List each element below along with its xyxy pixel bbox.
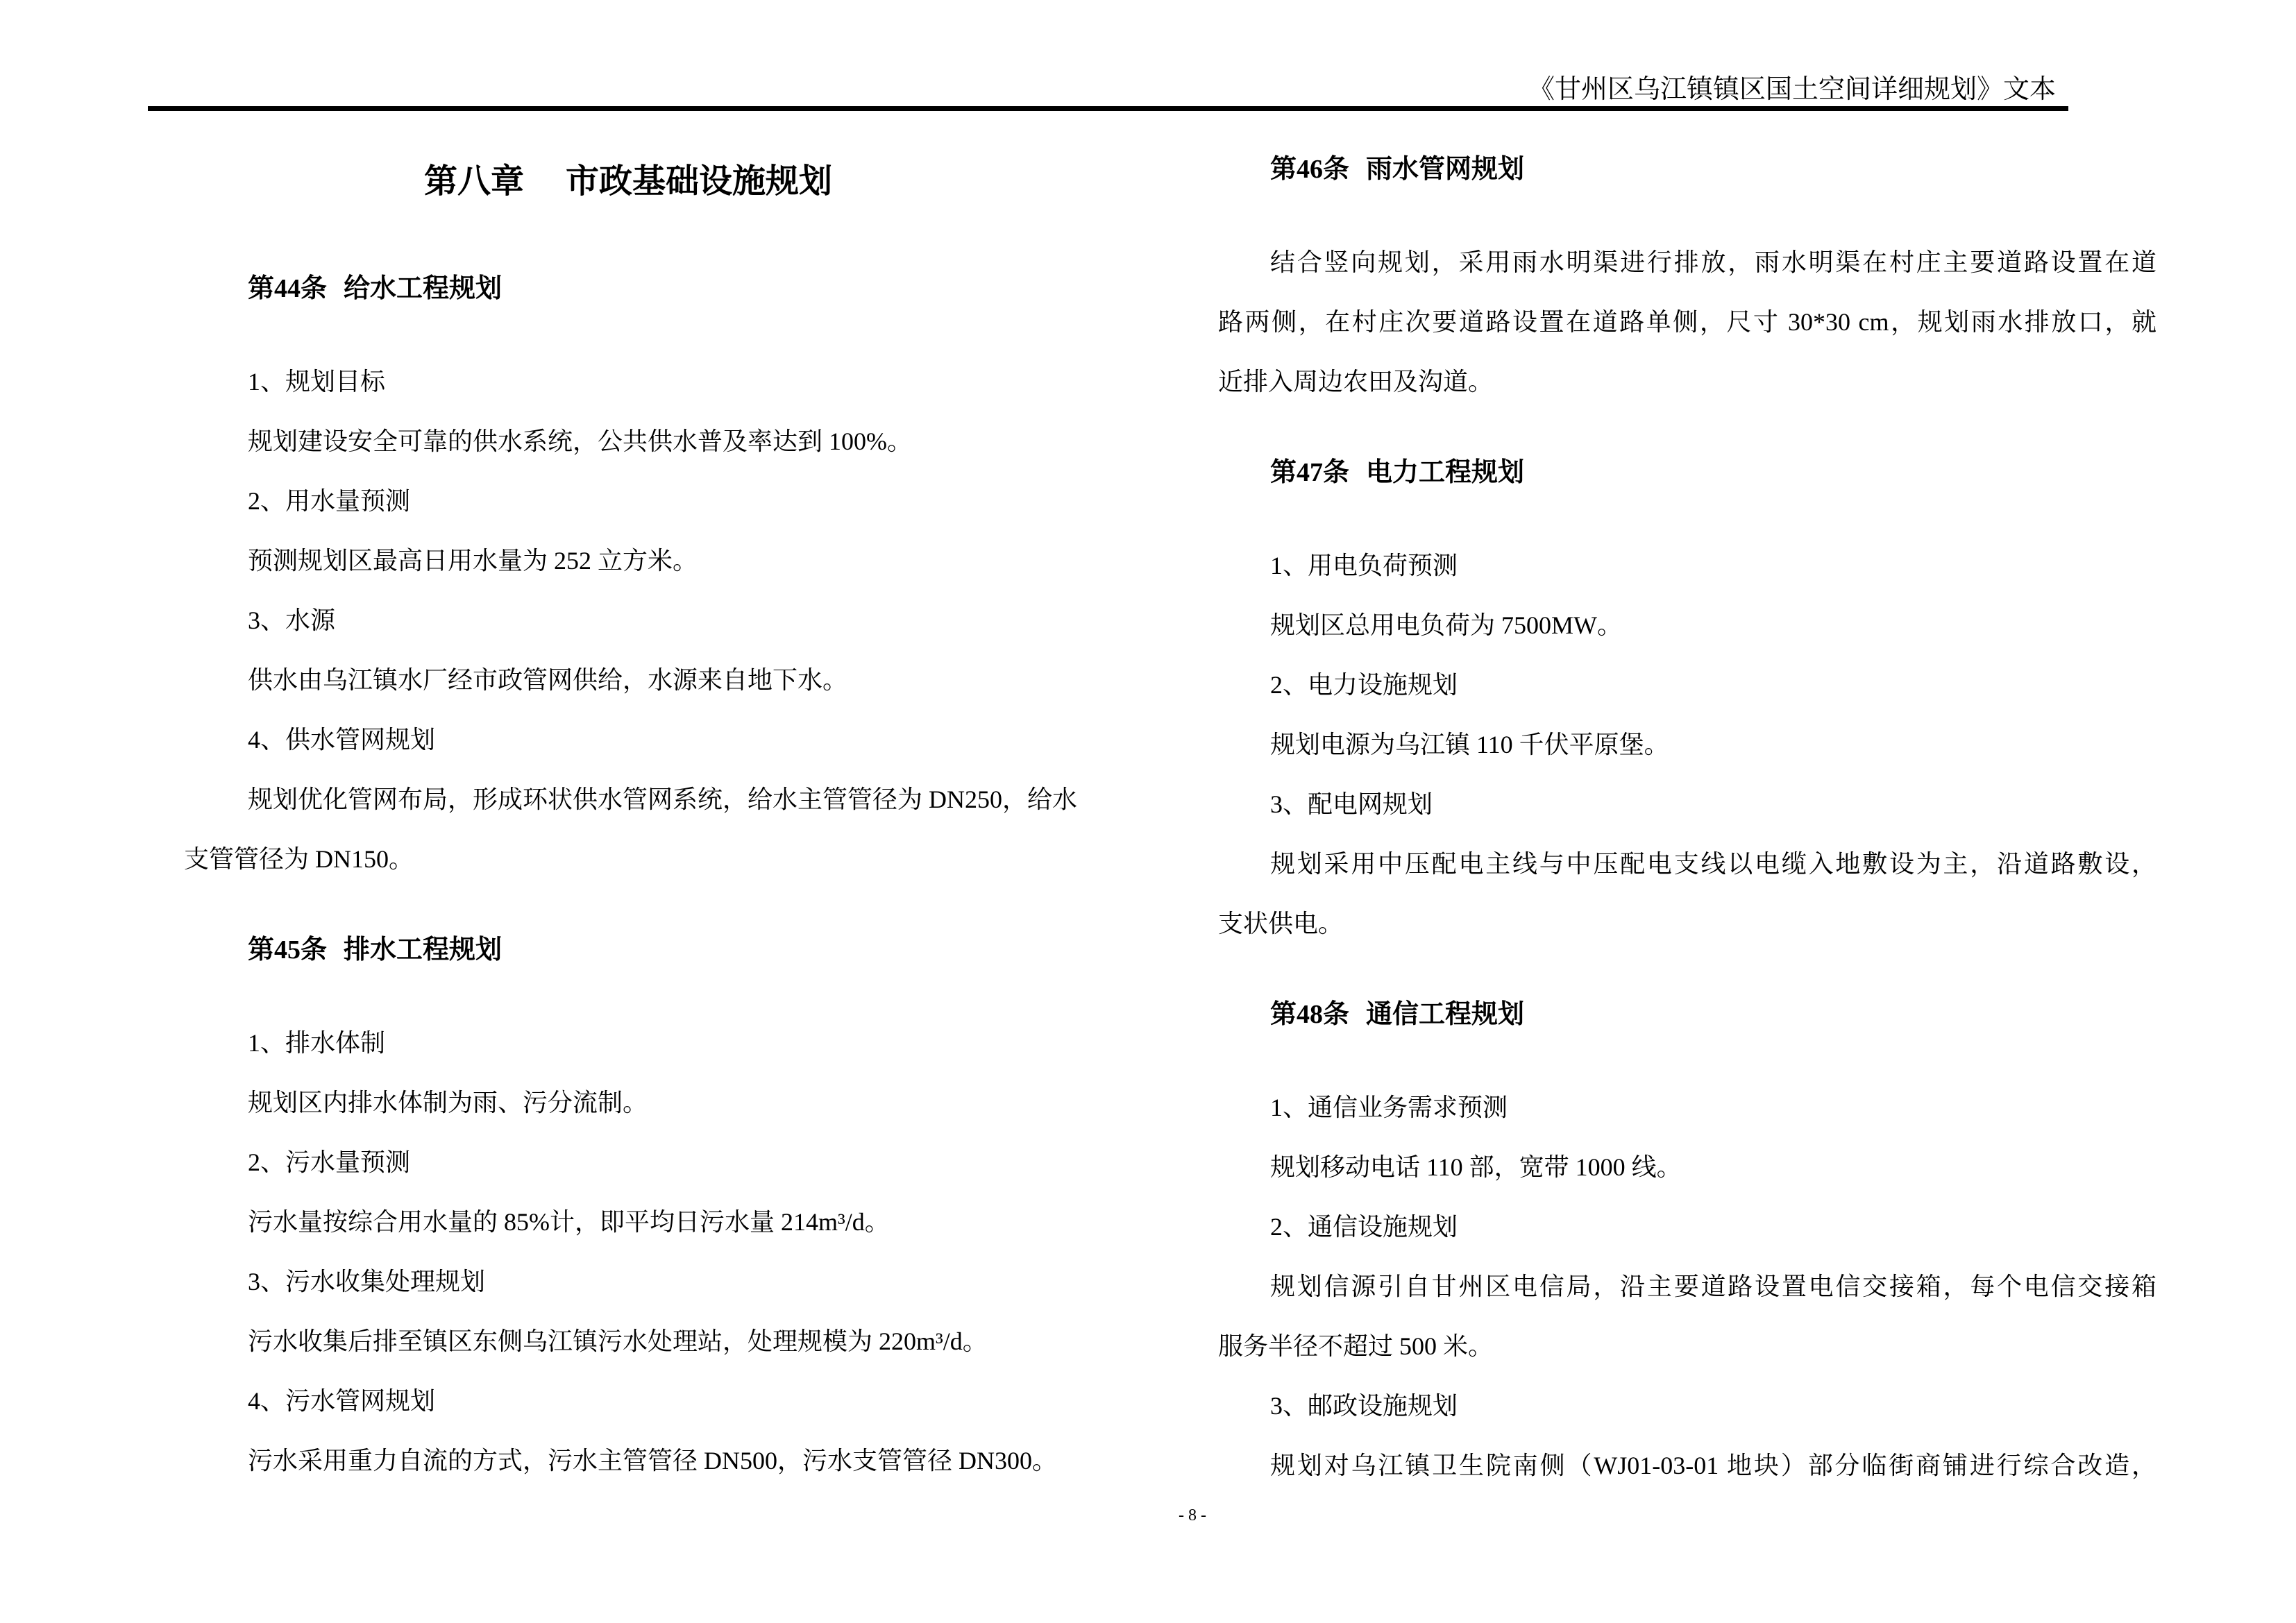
text-line: 服务半径不超过 500 米。	[1218, 1332, 1494, 1360]
text-line: 2、用水量预测	[248, 487, 411, 515]
article-title: 通信工程规划	[1366, 1000, 1525, 1029]
article-number: 第47条	[1270, 458, 1350, 487]
article-title: 雨水管网规划	[1366, 155, 1525, 184]
chapter-title	[184, 158, 1072, 206]
text-line: 3、邮政设施规划	[1270, 1392, 1458, 1420]
chapter-name: 市政基础设施规划	[566, 163, 833, 200]
text-line: 结合竖向规划，采用雨水明渠进行排放，雨水明渠在村庄主要道路设置在道	[1270, 248, 2156, 276]
article-title: 电力工程规划	[1366, 458, 1525, 487]
article-heading	[184, 259, 1072, 318]
text-line: 2、污水量预测	[248, 1148, 411, 1176]
text-line: 近排入周边农田及沟道。	[1218, 368, 1494, 396]
article-number: 第45条	[248, 935, 328, 965]
text-line: 规划对乌江镇卫生院南侧（WJ01-03-01 地块）部分临街商铺进行综合改造，	[1270, 1452, 2156, 1479]
right-text-column	[1218, 0, 2156, 1495]
text-line: 支状供电。	[1218, 910, 1344, 937]
text-line: 预测规划区最高日用水量为 252 立方米。	[248, 547, 698, 575]
text-line: 2、通信设施规划	[1270, 1213, 1458, 1241]
header-doc-title: 《甘州区乌江镇镇区国土空间详细规划》文本	[1528, 75, 2056, 104]
article-title: 排水工程规划	[344, 935, 503, 965]
text-line: 污水收集后排至镇区东侧乌江镇污水处理站，处理规模为 220m³/d。	[248, 1327, 988, 1355]
page-number: - 8 -	[1179, 1506, 1206, 1524]
text-line: 1、排水体制	[248, 1029, 386, 1057]
text-line: 3、污水收集处理规划	[248, 1268, 486, 1295]
article-heading	[184, 920, 1072, 980]
article-heading	[1218, 443, 2156, 502]
text-line: 规划优化管网布局，形成环状供水管网系统，给水主管管径为 DN250，给水	[248, 785, 1077, 813]
left-text-column	[184, 0, 1077, 1490]
text-line: 3、配电网规划	[1270, 790, 1433, 818]
text-line: 1、通信业务需求预测	[1270, 1094, 1508, 1121]
text-line: 1、规划目标	[248, 368, 386, 396]
text-line: 1、用电负荷预测	[1270, 552, 1458, 579]
text-line: 支管管径为 DN150。	[184, 845, 414, 873]
article-title: 给水工程规划	[344, 274, 503, 303]
text-line: 规划移动电话 110 部，宽带 1000 线。	[1270, 1153, 1682, 1181]
text-line: 规划电源为乌江镇 110 千伏平原堡。	[1270, 731, 1669, 758]
article-heading	[1218, 139, 2156, 199]
article-number: 第46条	[1270, 155, 1350, 184]
article-number: 第44条	[248, 274, 328, 303]
text-line: 规划采用中压配电主线与中压配电支线以电缆入地敷设为主，沿道路敷设，	[1270, 850, 2156, 878]
text-line: 4、供水管网规划	[248, 726, 436, 754]
text-line: 路两侧，在村庄次要道路设置在道路单侧，尺寸 30*30 cm，规划雨水排放口，就	[1218, 308, 2156, 336]
chapter-number: 第八章	[423, 163, 524, 200]
text-line: 规划区内排水体制为雨、污分流制。	[248, 1089, 648, 1116]
text-line: 2、电力设施规划	[1270, 671, 1458, 699]
article-heading	[1218, 985, 2156, 1044]
text-line: 规划区总用电负荷为 7500MW。	[1270, 611, 1622, 639]
text-line: 规划建设安全可靠的供水系统，公共供水普及率达到 100%。	[248, 427, 912, 455]
text-line: 4、污水管网规划	[248, 1387, 436, 1415]
article-number: 第48条	[1270, 1000, 1350, 1029]
text-line: 3、水源	[248, 606, 336, 634]
text-line: 供水由乌江镇水厂经市政管网供给，水源来自地下水。	[248, 666, 848, 694]
text-line: 污水量按综合用水量的 85%计，即平均日污水量 214m³/d。	[248, 1208, 890, 1236]
text-line: 污水采用重力自流的方式，污水主管管径 DN500，污水支管管径 DN300。	[248, 1447, 1057, 1475]
text-line: 规划信源引自甘州区电信局，沿主要道路设置电信交接箱，每个电信交接箱	[1270, 1273, 2156, 1300]
